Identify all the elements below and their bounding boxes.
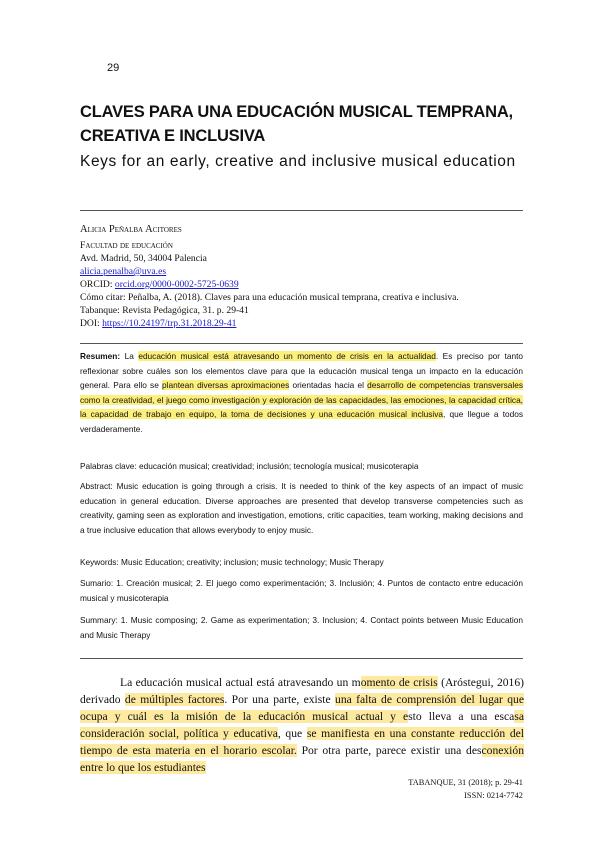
resumen-highlight-3: desarrollo de competencias transversales como la creatividad, el juego como investigación y exploración de las capacidades, las emociones, la capacidad crítica, la capacidad de trabajo en equipo, la toma de decisiones y una educación musical inclusiva: [80, 380, 523, 420]
footer-issn: ISSN: 0214-7742: [464, 791, 523, 800]
author-address: Avd. Madrid, 50, 34004 Palencia: [80, 253, 207, 264]
resumen-highlight-2: plantean diversas aproximaciones: [162, 380, 290, 391]
title-divider: [80, 210, 523, 211]
citation-line-2: Tabanque: Revista Pedagógica, 31. p. 29-41: [80, 305, 249, 316]
resumen-paragraph: [80, 349, 523, 437]
author-name: Alicia Peñalba Acitores: [80, 224, 182, 235]
body-text-6: Por otra parte, parece existir una des: [296, 744, 482, 757]
palabras-clave: Palabras clave: educación musical; creatividad; inclusión; tecnología musical; musicoterapia: [80, 461, 419, 471]
body-divider: [80, 658, 523, 659]
body-text-2: (Aróstegui, 2016) derivado: [80, 676, 524, 706]
keywords: Keywords: Music Education; creativity; inclusion; music technology; Music Therapy: [80, 557, 384, 567]
resumen-text-2: . Es preciso por tanto reflexionar sobre cuáles son los elementos clave para que la educación musical tenga un impacto en la educación general. Para ello se: [80, 351, 523, 391]
body-highlight-1: omento de crisis: [360, 676, 438, 689]
author-faculty: Facultad de educación: [80, 240, 173, 251]
summary: Summary: 1. Music composing; 2. Game as experimentation; 3. Inclusion; 4. Contact points between Music Education and Music Therapy: [80, 615, 523, 640]
resumen-text-1: La: [120, 351, 139, 361]
body-text-5: , que: [277, 727, 307, 740]
body-text-3: . Por una parte, existe: [224, 693, 336, 706]
footer-journal: TABANQUE, 31 (2018); p. 29-41: [408, 778, 523, 787]
abstract-paragraph: Abstract: Music education is going through a crisis. It is needed to think of the key aspects of an impact of music education in general education. Diverse approaches are presented that develop transverse competencies such as creativity, gaming seen as exploration and investigation, emotions, critic capacities, team working, making decisions and a true inclusive education that allows everybody to enjoy music.: [80, 481, 523, 535]
sumario: Sumario: 1. Creación musical; 2. El juego como experimentación; 3. Inclusión; 4. Puntos de contacto entre educación musical y musicoterapia: [80, 578, 523, 603]
page-number: 29: [107, 62, 120, 74]
body-highlight-2: de múltiples factores: [124, 693, 225, 706]
doi-label: DOI:: [80, 318, 100, 329]
doi-line: [80, 317, 236, 330]
body-highlight-4: sa consideración social, política y educativa: [80, 710, 524, 740]
orcid-link[interactable]: orcid.org/0000-0002-5725-0639: [114, 279, 239, 290]
body-paragraph: [80, 674, 524, 776]
body-text-4: sto lleva a una esca: [408, 710, 515, 723]
resumen-text-4: , que llegue a todos verdaderamente.: [80, 409, 523, 434]
body-highlight-5: se manifiesta en una constante reducción del tiempo de esta materia en el horario escolar.: [80, 727, 524, 757]
resumen-highlight-1: educación musical está atravesando un momento de crisis en la actualidad: [138, 351, 436, 361]
doi-link[interactable]: https://10.24197/trp.31.2018.29-41: [102, 318, 237, 329]
resumen-text-3: orientadas hacia el: [289, 380, 368, 391]
abstract-divider: [80, 343, 523, 344]
citation-line-1: Cómo citar: Peñalba, A. (2018). Claves para una educación musical temprana, creativa e inclusiva.: [80, 292, 459, 303]
article-title-es: CLAVES PARA UNA EDUCACIÓN MUSICAL TEMPRANA, CREATIVA E INCLUSIVA: [80, 103, 513, 145]
author-email-link[interactable]: alicia.penalba@uva.es: [80, 266, 167, 277]
resumen-label: Resumen:: [80, 351, 121, 361]
orcid-label: ORCID:: [80, 279, 113, 290]
article-title-en: Keys for an early, creative and inclusive musical education: [80, 153, 516, 170]
body-text-1: La educación musical actual está atravesando un m: [120, 676, 361, 689]
body-highlight-3: una falta de comprensión del lugar que ocupa y cuál es la misión de la educación musical actual y e: [80, 693, 524, 723]
body-highlight-6: conexión entre lo que los estudiantes: [80, 744, 524, 774]
author-orcid: [80, 278, 239, 291]
